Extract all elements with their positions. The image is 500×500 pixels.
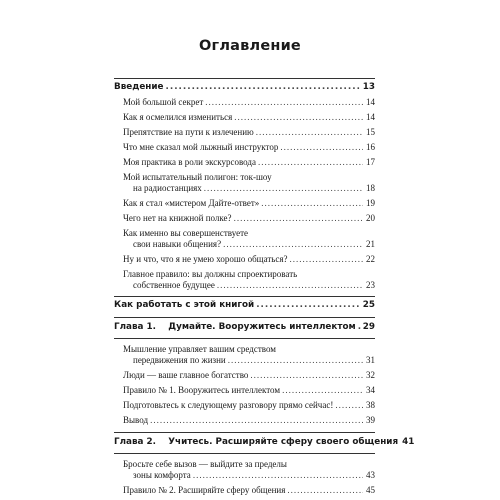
toc-item-label: Мой большой секрет: [123, 97, 204, 107]
toc-page-number: 14: [366, 97, 375, 107]
toc-chapter-label: Глава 2. Учитесь. Расширяйте сферу своего общения: [114, 437, 399, 447]
toc-item-label: собственное будущее: [133, 280, 215, 290]
dot-leader: [258, 157, 363, 168]
dot-leader: [204, 183, 363, 194]
dot-leader: [256, 127, 363, 138]
toc-item-label: Моя практика в роли экскурсовода: [123, 157, 256, 167]
toc-chapter-2[interactable]: [114, 437, 415, 448]
dot-leader: [261, 198, 363, 209]
dot-leader: [205, 97, 363, 108]
toc-item-label: на радиостанциях: [133, 183, 202, 193]
toc-page-number: 38: [366, 400, 375, 410]
toc-item[interactable]: [114, 127, 375, 138]
toc-item[interactable]: [114, 198, 375, 209]
toc-page-number: 34: [366, 385, 375, 395]
toc-page-number: 19: [366, 198, 375, 208]
toc-item[interactable]: [114, 142, 375, 153]
toc-item[interactable]: [114, 415, 375, 426]
dot-leader: [234, 213, 363, 224]
toc-item-label: Люди — ваше главное богатство: [123, 370, 249, 380]
toc-page-number: 13: [362, 82, 375, 92]
dot-leader: [287, 485, 363, 496]
toc-page-number: 21: [366, 239, 375, 249]
dot-leader: [150, 415, 363, 426]
dot-leader: [193, 470, 363, 481]
toc-page-number: 23: [366, 280, 375, 290]
toc-item-label-line1: Мышление управляет вашим средством: [123, 344, 276, 354]
toc-item-label: Правило № 2. Расширяйте сферу общения: [123, 485, 286, 495]
toc-item-label-line1: Главное правило: вы должны спроектировать: [123, 269, 298, 279]
dot-leader: [223, 239, 363, 250]
divider: [114, 317, 375, 318]
toc-chapter-label: Глава 1. Думайте. Вооружитесь интеллектом: [114, 322, 356, 332]
toc-page-number: 16: [366, 142, 375, 152]
toc-section-label: Как работать с этой книгой: [114, 300, 255, 310]
dot-leader: [166, 82, 361, 93]
toc-page-number: 20: [366, 213, 375, 223]
dot-leader: [228, 355, 363, 366]
toc-item[interactable]: [114, 355, 375, 366]
toc-page-number: 32: [366, 370, 375, 380]
toc-section-intro[interactable]: [114, 82, 375, 93]
divider: [114, 296, 375, 297]
toc-item[interactable]: [114, 157, 375, 168]
toc-item[interactable]: [114, 485, 375, 496]
toc-item[interactable]: [114, 97, 375, 108]
toc-item-label: Ну и что, что я не умею хорошо общаться?: [123, 254, 288, 264]
toc-page-number: 14: [366, 112, 375, 122]
toc-item[interactable]: [114, 385, 375, 396]
dot-leader: [358, 322, 361, 333]
dot-leader: [250, 370, 363, 381]
toc-section-label: Введение: [114, 82, 164, 92]
divider: [114, 453, 375, 454]
toc-item-label: Подготовьтесь к следующему разговору прямо сейчас!: [123, 400, 334, 410]
dot-leader: [217, 280, 363, 291]
toc-item-label: Что мне сказал мой лыжный инструктор: [123, 142, 279, 152]
toc-page-number: 15: [366, 127, 375, 137]
toc-page-number: 18: [366, 183, 375, 193]
toc-item[interactable]: [114, 213, 375, 224]
toc-item[interactable]: [114, 183, 375, 194]
toc-item-label: Вывод: [123, 415, 149, 425]
dot-leader: [234, 112, 363, 123]
toc-item-label: Правило № 1. Вооружитесь интеллектом: [123, 385, 281, 395]
toc-item-label: свои навыки общения?: [133, 239, 222, 249]
toc-item[interactable]: [114, 112, 375, 123]
dot-leader: [282, 385, 363, 396]
table-of-contents: [114, 78, 415, 496]
toc-item-label: Препятствие на пути к излечению: [123, 127, 254, 137]
toc-page-number: 43: [366, 470, 375, 480]
toc-item[interactable]: [114, 239, 375, 250]
dot-leader: [290, 254, 363, 265]
toc-page-number: 45: [366, 485, 375, 495]
toc-item[interactable]: [114, 470, 375, 481]
toc-item[interactable]: [114, 280, 375, 291]
toc-item-label: Чего нет на книжной полке?: [123, 213, 232, 223]
toc-page-number: 31: [366, 355, 375, 365]
page-title: Оглавление: [199, 38, 301, 54]
toc-page-number: 25: [362, 300, 375, 310]
toc-page-number: 41: [402, 437, 415, 447]
toc-page-number: 17: [366, 157, 375, 167]
toc-item-label: Как я осмелился измениться: [123, 112, 233, 122]
toc-item-label: зоны комфорта: [133, 470, 191, 480]
dot-leader: [256, 300, 361, 311]
toc-section-howto[interactable]: [114, 300, 375, 311]
toc-page-number: 39: [366, 415, 375, 425]
toc-page-number: 29: [362, 322, 375, 332]
toc-item-label-line1: Мой испытательный полигон: ток-шоу: [123, 172, 272, 182]
toc-item[interactable]: [114, 370, 375, 381]
top-rule: [114, 78, 375, 79]
toc-item[interactable]: [114, 400, 375, 411]
divider: [114, 338, 375, 339]
toc-chapter-1[interactable]: [114, 322, 375, 333]
toc-page-number: 22: [366, 254, 375, 264]
toc-item-label-line1: Как именно вы совершенствуете: [123, 228, 249, 238]
toc-item[interactable]: [114, 254, 375, 265]
divider: [114, 432, 375, 433]
toc-item-label-line1: Бросьте себе вызов — выйдите за пределы: [123, 459, 287, 469]
toc-item-label: передвижения по жизни: [133, 355, 226, 365]
dot-leader: [280, 142, 363, 153]
toc-item-label: Как я стал «мистером Дайте-ответ»: [123, 198, 260, 208]
dot-leader: [335, 400, 363, 411]
